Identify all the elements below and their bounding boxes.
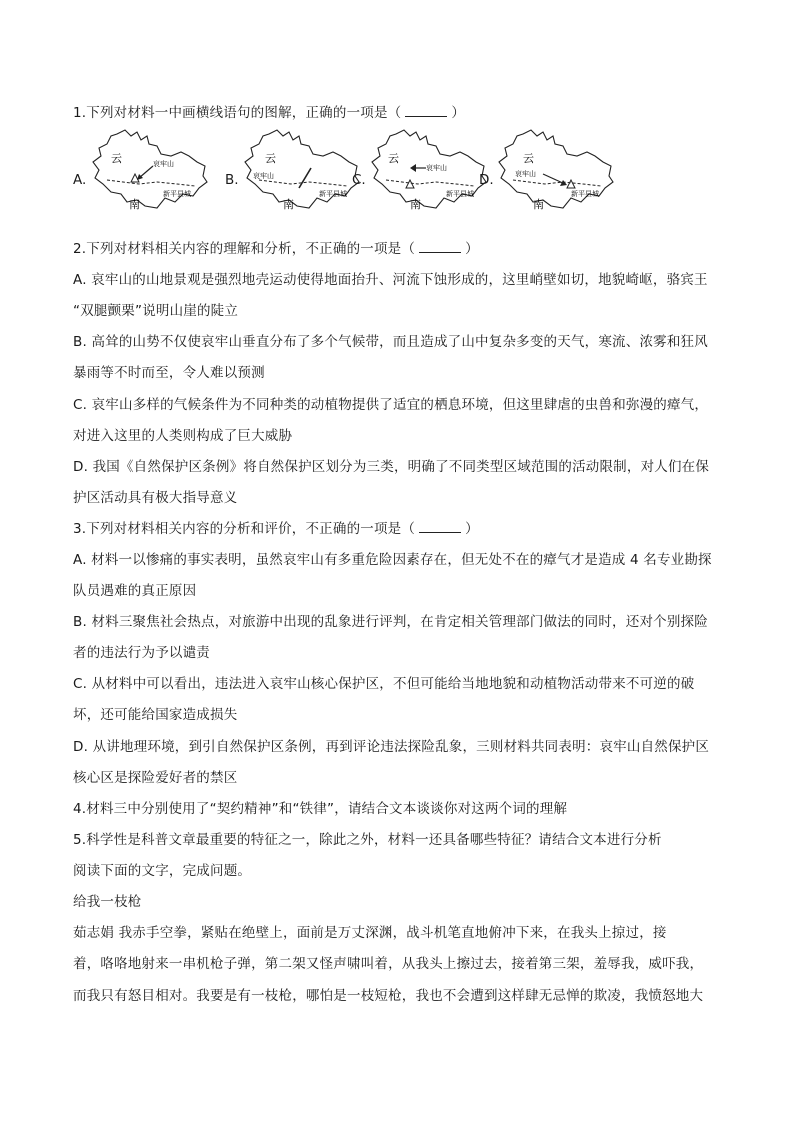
answer-blank[interactable] [419,240,461,253]
question-3-stem: 3.下列对材料相关内容的分析和评价，不正确的一项是（ ） [73,521,479,537]
q3-option-d-line2: 核心区是探险爱好者的禁区 [73,770,238,786]
reading-title: 给我一枝枪 [73,894,142,910]
label-ailaoshan: 哀牢山 [153,160,174,168]
map-option-b[interactable] [225,126,365,216]
question-5: 5.科学性是科普文章最重要的特征之一，除此之外，材料一还具备哪些特征？请结合文本进行分析 [73,832,662,848]
yunnan-map-d [493,126,623,214]
q3-option-c-line1: C. 从材料中可以看出，违法进入哀牢山核心保护区，不但可能给当地地貌和动植物活动带来不可逆的破 [73,676,695,692]
label-xinping: 新平县城 [163,190,191,198]
q3-option-a-line2: 队员遇难的真正原因 [73,583,197,599]
reading-paragraph-line1: 茹志娟 我赤手空拳，紧贴在绝壁上，面前是万丈深渊，战斗机笔直地俯冲下来，在我头上掠过，接 [73,925,667,941]
q3-option-b-line2: 者的违法行为予以谴责 [73,645,210,661]
q2-option-b-line1: B. 高耸的山势不仅使哀牢山垂直分布了多个气候带，而且造成了山中复杂多变的天气，寒流、浓雾和狂风 [73,334,708,350]
option-letter: B. [225,172,239,188]
q3-option-a-line1: A. 材料一以惨痛的事实表明，虽然哀牢山有多重危险因素存在，但无处不在的瘴气才是造成 4 名专业勘探 [73,552,712,568]
q3-option-d-line1: D. 从讲地理环境，到引自然保护区条例，再到评论违法探险乱象，三则材料共同表明：哀牢山自然保护区 [73,739,710,755]
q2-option-c-line1: C. 哀牢山多样的气候条件为不同种类的动植物提供了适宜的栖息环境，但这里肆虐的虫兽和弥漫的瘴气， [73,397,709,413]
label-yun: 云 [265,152,276,165]
option-letter: C. [352,172,366,188]
map-option-a[interactable] [73,126,213,216]
q3-option-c-line2: 坏，还可能给国家造成损失 [73,707,238,723]
yunnan-map-c [366,126,496,214]
label-ailaoshan: 哀牢山 [426,164,447,172]
q2-option-d-line2: 护区活动具有极大指导意义 [73,490,238,506]
reading-intro: 阅读下面的文字，完成问题。 [73,863,252,879]
label-yun: 云 [388,152,399,165]
label-ailaoshan: 哀牢山 [515,170,536,178]
label-nan: 南 [283,198,294,211]
q2-option-a-line1: A. 哀牢山的山地景观是强烈地壳运动使得地面抬升、河流下蚀形成的，这里峭壁如切，地貌崎岖，骆宾王 [73,272,708,288]
reading-paragraph-line2: 着，咯咯地射来一串机枪子弹，第二架又怪声啸叫着，从我头上擦过去，接着第三架，羞辱我，威吓我， [73,956,704,972]
option-letter: A. [73,172,87,188]
label-xinping: 新平县城 [571,190,599,198]
label-nan: 南 [129,198,140,211]
map-options [73,126,633,216]
option-letter: D. [479,172,494,188]
map-option-d[interactable] [479,126,619,216]
q3-option-b-line1: B. 材料三聚焦社会热点，对旅游中出现的乱象进行评判，在肯定相关管理部门做法的同时，还对个别探险 [73,614,708,630]
q2-option-a-line2: “双腿颤栗”说明山崖的陡立 [73,303,239,319]
question-1-stem: 1.下列对材料一中画横线语句的图解，正确的一项是（ ） [73,105,466,121]
q2-option-b-line2: 暴雨等不时而至，令人难以预测 [73,365,265,381]
map-option-c[interactable] [352,126,492,216]
label-nan: 南 [533,198,544,211]
q2-option-c-line2: 对进入这里的人类则构成了巨大威胁 [73,428,293,444]
question-4: 4.材料三中分别使用了“契约精神”和“铁律”，请结合文本谈谈你对这两个词的理解 [73,801,568,817]
label-nan: 南 [410,198,421,211]
q2-option-d-line1: D. 我国《自然保护区条例》将自然保护区划分为三类，明确了不同类型区域范围的活动限制，对人们在保 [73,459,710,475]
yunnan-map-a [87,126,217,214]
label-xinping: 新平县城 [446,190,474,198]
yunnan-map-b [239,126,369,214]
label-yun: 云 [111,152,122,165]
reading-paragraph-line3: 而我只有怒目相对。我要是有一枝枪，哪怕是一枝短枪，我也不会遭到这样肆无忌惮的欺凌，我愤怒地大 [73,988,704,1004]
question-2-stem: 2.下列对材料相关内容的理解和分析，不正确的一项是（ ） [73,241,479,257]
label-yun: 云 [523,152,534,165]
label-xinping: 新平县城 [319,190,347,198]
label-ailaoshan: 哀牢山 [253,172,274,180]
answer-blank[interactable] [405,104,447,117]
answer-blank[interactable] [419,520,461,533]
